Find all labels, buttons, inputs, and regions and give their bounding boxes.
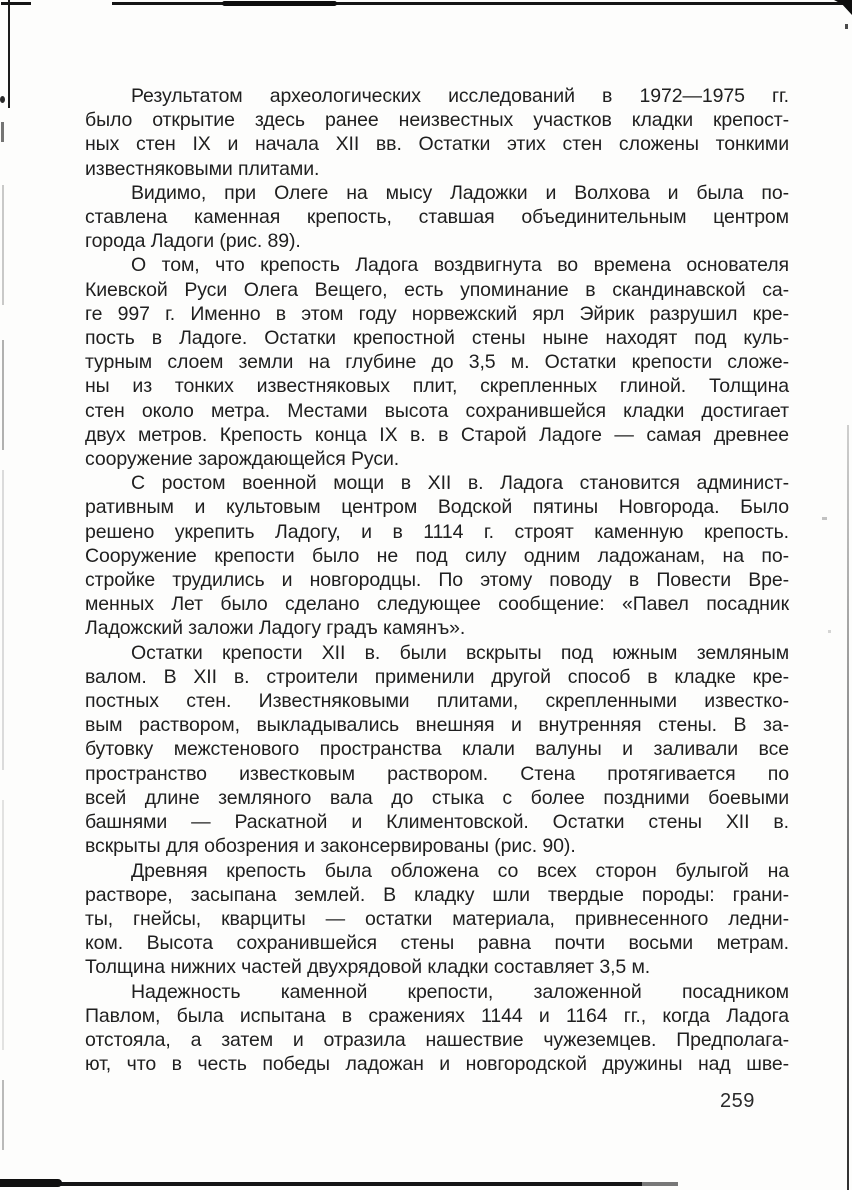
text-line: вым раствором, выкладывались внешняя и внутренняя стены. В за- — [85, 714, 789, 737]
text-line: двух метров. Крепость конца IX в. в Старой Ладоге — самая древнее — [85, 423, 789, 446]
paragraph — [85, 253, 789, 471]
text-line: Ладожский заложи Ладогу градъ камянъ». — [85, 617, 466, 640]
text-line: ставлена каменная крепость, ставшая объединительным центром — [85, 206, 789, 229]
text-line: Толщина нижних частей двухрядовой кладки составляет 3,5 м. — [85, 956, 651, 979]
text-line: менных Лет было сделано следующее сообщение: «Павел посадник — [85, 593, 789, 616]
paragraph — [85, 471, 789, 640]
text-line: Результатом археологических исследований в 1972—1975 гг. — [131, 85, 789, 107]
scan-artifact-bottom-edge-fade — [642, 1182, 678, 1186]
paragraph — [85, 980, 789, 1077]
scan-artifact-left-faint-line — [2, 470, 4, 770]
text-line: пость в Ладоге. Остатки крепостной стены ныне находят под куль- — [85, 327, 789, 350]
text-line: города Ладоги (рис. 89). — [85, 230, 301, 253]
scan-artifact-left-faint-line — [2, 800, 4, 1050]
text-line: ют, что в честь победы ладожан и новгородской дружины над шве- — [85, 1053, 789, 1076]
text-line: известняковыми плитами. — [85, 157, 320, 180]
text-line: вскрыты для обозрения и законсервированы (рис. 90). — [85, 835, 576, 858]
scan-artifact-speck — [822, 517, 827, 520]
text-line: С ростом военной мощи в XII в. Ладога становится админист- — [131, 472, 789, 495]
text-line: валом. В XII в. строители применили другой способ в кладке кре- — [85, 665, 789, 688]
text-line: было открытие здесь ранее неизвестных участков кладки крепост- — [85, 109, 789, 132]
scan-artifact-top-edge-line — [112, 2, 852, 5]
paragraph — [85, 181, 789, 254]
paragraph — [85, 641, 789, 859]
scan-artifact-top-right-corner — [834, 0, 852, 15]
text-line: Надежность каменной крепости, заложенной посадником — [131, 980, 789, 1003]
scan-artifact-right-vertical-line — [847, 425, 849, 1190]
text-line: стройке трудились и новгородцы. По этому поводу в Повести Вре- — [85, 569, 789, 592]
text-block — [85, 84, 789, 1076]
scan-artifact-bottom-left-wedge — [0, 1179, 62, 1187]
text-line: стен около метра. Местами высота сохранившейся кладки достигает — [85, 399, 789, 422]
text-line: Видимо, при Олеге на мысу Ладожки и Волхова и была по- — [131, 181, 789, 204]
scan-artifact-left-faint-line — [2, 1080, 4, 1150]
scan-artifact-bottom-edge-line — [0, 1182, 642, 1186]
text-line: ге 997 г. Именно в этом году норвежский ярл Эйрик разрушил кре- — [85, 302, 789, 325]
text-line: Киевской Руси Олега Вещего, есть упоминание в скандинавской са- — [85, 278, 789, 301]
text-line: ных стен IX и начала XII вв. Остатки этих стен сложены тонкими — [85, 133, 789, 156]
scan-artifact-speck — [828, 630, 831, 633]
text-line: О том, что крепость Ладога воздвигнута во времена основателя — [131, 254, 789, 277]
text-line: бутовку межстенового пространства клали валуны и заливали все — [85, 738, 789, 761]
text-line: Сооружение крепости было не под силу одним ладожанам, на по- — [85, 544, 789, 567]
text-line: решено укрепить Ладогу, и в 1114 г. строят каменную крепость. — [85, 520, 789, 543]
text-line: ком. Высота сохранившейся стены равна почти восьми метрам. — [85, 932, 789, 955]
text-line: всей длине земляного вала до стыка с более поздними боевыми — [85, 786, 789, 809]
scan-artifact-left-top-cap — [1, 2, 31, 5]
text-line: ты, гнейсы, кварциты — остатки материала, привнесенного ледни- — [85, 907, 789, 930]
text-line: отстояла, а затем и отразила нашествие чужеземцев. Предполага- — [85, 1028, 789, 1051]
text-line: пространство известковым раствором. Стена протягивается по — [85, 762, 789, 785]
scan-artifact-left-spot — [0, 96, 5, 103]
text-line: постных стен. Известняковыми плитами, скрепленными известко- — [85, 690, 789, 713]
text-line: растворе, засыпана землей. В кладку шли твердые породы: грани- — [85, 883, 789, 906]
text-line: турным слоем земли на глубине до 3,5 м. Остатки крепости сложе- — [85, 351, 789, 374]
scan-artifact-left-faint-line — [2, 340, 4, 450]
scan-artifact-top-edge-thick — [222, 1, 337, 6]
text-line: Остатки крепости XII в. были вскрыты под южным земляным — [131, 641, 789, 664]
text-line: сооружение зарождающейся Руси. — [85, 448, 400, 471]
text-line: башнями — Раскатной и Климентовской. Остатки стены XII в. — [85, 811, 789, 834]
page-number: 259 — [720, 1090, 755, 1112]
text-line: ративным и культовым центром Водской пятины Новгорода. Было — [85, 496, 789, 519]
text-line: Древняя крепость была обложена со всех сторон булыгой на — [131, 859, 789, 882]
text-line: ны из тонких известняковых плит, скрепленных глиной. Толщина — [85, 375, 789, 398]
scan-artifact-top-right-dot — [845, 24, 848, 29]
scan-artifact-left-vertical-line — [8, 0, 10, 108]
paragraph — [85, 84, 789, 181]
scan-artifact-left-faint-line — [2, 185, 4, 305]
text-line: Павлом, была испытана в сражениях 1144 и 1164 гг., когда Ладога — [85, 1004, 789, 1027]
scan-artifact-left-dash — [1, 122, 4, 142]
paragraph — [85, 859, 789, 980]
